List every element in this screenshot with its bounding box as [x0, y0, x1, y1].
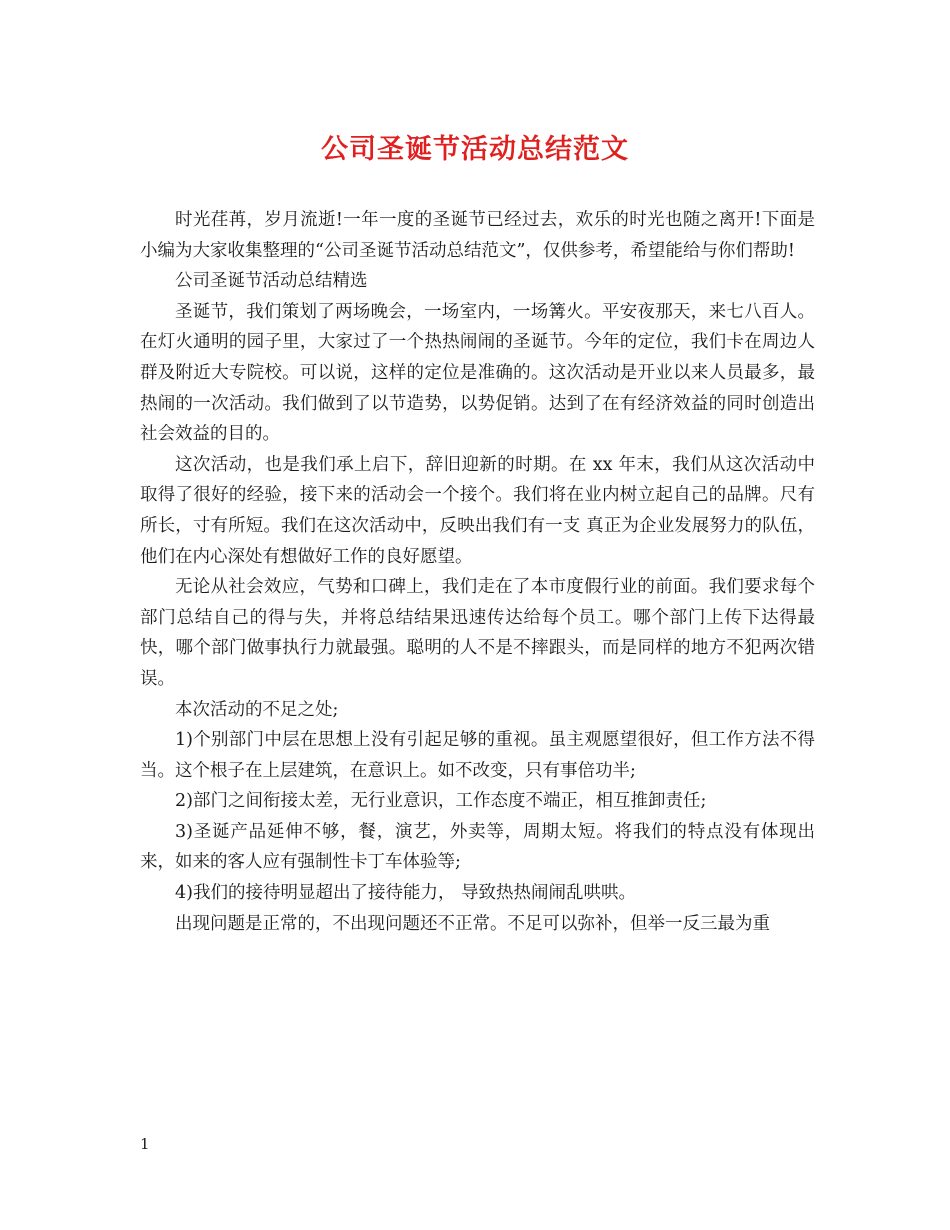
section-heading: 公司圣诞节活动总结精选	[175, 271, 368, 292]
paragraph: 圣诞节，我们策划了两场晚会，一场室内，一场篝火。平安夜那天，来七八百人。在灯火通明的园子里，大家过了一个热热闹闹的圣诞节。今年的定位，我们卡在周边人群及附近大专院校。可以说，这样的定位是准确的。这次活动是开业以来人员最多，最热闹的一次活动。我们做到了以节造势，以势促销。达到了在有经济效益的同时创造出社会效益的目的。	[140, 301, 815, 445]
shortcomings-heading: 本次活动的不足之处;	[175, 699, 339, 720]
paragraph: 这次活动，也是我们承上启下，辞旧迎新的时期。在 xx 年末，我们从这次活动中取得了很好的经验，接下来的活动会一个接个。我们将在业内树立起自己的品牌。尺有所长，寸有所短。我们在这次活动中，反映出我们有一支 真正为企业发展努力的队伍，他们在内心深处有想做好工作的良好愿望。	[140, 454, 815, 567]
paragraph-intro: 时光荏苒，岁月流逝!一年一度的圣诞节已经过去，欢乐的时光也随之离开!下面是小编为大家收集整理的“公司圣诞节活动总结范文”，仅供参考，希望能给与你们帮助!	[140, 210, 815, 261]
paragraph: 出现问题是正常的，不出现问题还不正常。不足可以弥补，但举一反三最为重	[175, 913, 770, 934]
shortcoming-item: 2)部门之间衔接太差，无行业意识，工作态度不端正，相互推卸责任;	[175, 791, 707, 812]
shortcoming-item: 4)我们的接待明显超出了接待能力， 导致热热闹闹乱哄哄。	[175, 883, 637, 904]
document-title: 公司圣诞节活动总结范文	[321, 134, 629, 165]
paragraph: 无论从社会效应，气势和口碑上，我们走在了本市度假行业的前面。我们要求每个部门总结自己的得与失，并将总结结果迅速传达给每个员工。哪个部门上传下达得最快，哪个部门做事执行力就最强。聪明的人不是不摔跟头，而是同样的地方不犯两次错误。	[140, 577, 815, 689]
shortcoming-item: 3)圣诞产品延伸不够，餐，演艺，外卖等，周期太短。将我们的特点没有体现出来，如来的客人应有强制性卡丁车体验等;	[140, 821, 815, 873]
document-body	[140, 205, 815, 939]
page-number: 1	[140, 1135, 150, 1153]
shortcoming-item: 1)个别部门中层在思想上没有引起足够的重视。虽主观愿望很好，但工作方法不得当。这个根子在上层建筑，在意识上。如不改变，只有事倍功半;	[140, 730, 815, 781]
